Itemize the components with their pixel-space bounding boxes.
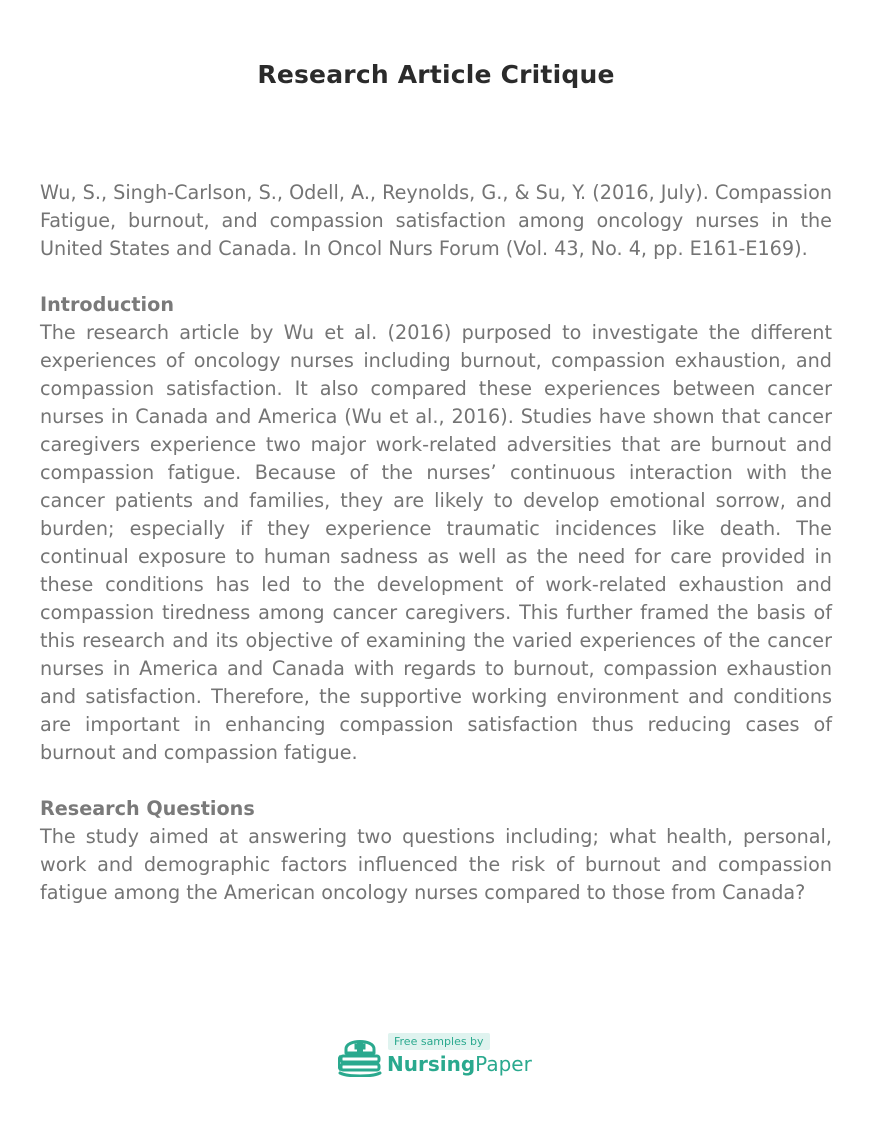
brand-name <box>387 1051 532 1077</box>
document-body <box>40 179 832 907</box>
page-title: Research Article Critique <box>257 60 615 89</box>
section-body-research-questions: The study aimed at answering two questions including; what health, personal, work and demographic factors influenced the risk of burnout and compassion fatigue among the American oncology nurses compared to those from Canada? <box>40 825 832 904</box>
brand-name-light: Paper <box>475 1052 532 1076</box>
brand-name-strong: Nursing <box>387 1052 476 1076</box>
section-heading-introduction: Introduction <box>40 293 174 316</box>
citation: Wu, S., Singh-Carlson, S., Odell, A., Reynolds, G., & Su, Y. (2016, July). Compassion Fatigue, burnout, and compassion satisfaction among oncology nurses in the United States and Canada. In Oncol Nurs Forum (Vol. 43, No. 4, pp. E161-E169). <box>40 181 832 260</box>
nurse-cap-books-icon <box>338 1031 382 1077</box>
section-heading-research-questions: Research Questions <box>40 797 255 820</box>
spacer <box>40 767 832 795</box>
footer-logo <box>338 1031 538 1079</box>
section-body-introduction: The research article by Wu et al. (2016) purposed to investigate the different experiences of oncology nurses including burnout, compassion exhaustion, and compassion satisfaction. It also compared these experiences between cancer nurses in Canada and America (Wu et al., 2016). Studies have shown that cancer caregivers experience two major work-related adversities that are burnout and compassion fatigue. Because of the nurses’ continuous interaction with the cancer patients and families, they are likely to develop emotional sorrow, and burden; especially if they experience traumatic incidences like death. The continual exposure to human sadness as well as the need for care provided in these conditions has led to the development of work-related exhaustion and compassion tiredness among cancer caregivers. This further framed the basis of this research and its objective of examining the varied experiences of the cancer nurses in America and Canada with regards to burnout, compassion exhaustion and satisfaction. Therefore, the supportive working environment and conditions are important in enhancing compassion satisfaction thus reducing cases of burnout and compassion fatigue. <box>40 321 832 764</box>
spacer <box>40 263 832 291</box>
free-samples-badge: Free samples by <box>388 1033 490 1050</box>
